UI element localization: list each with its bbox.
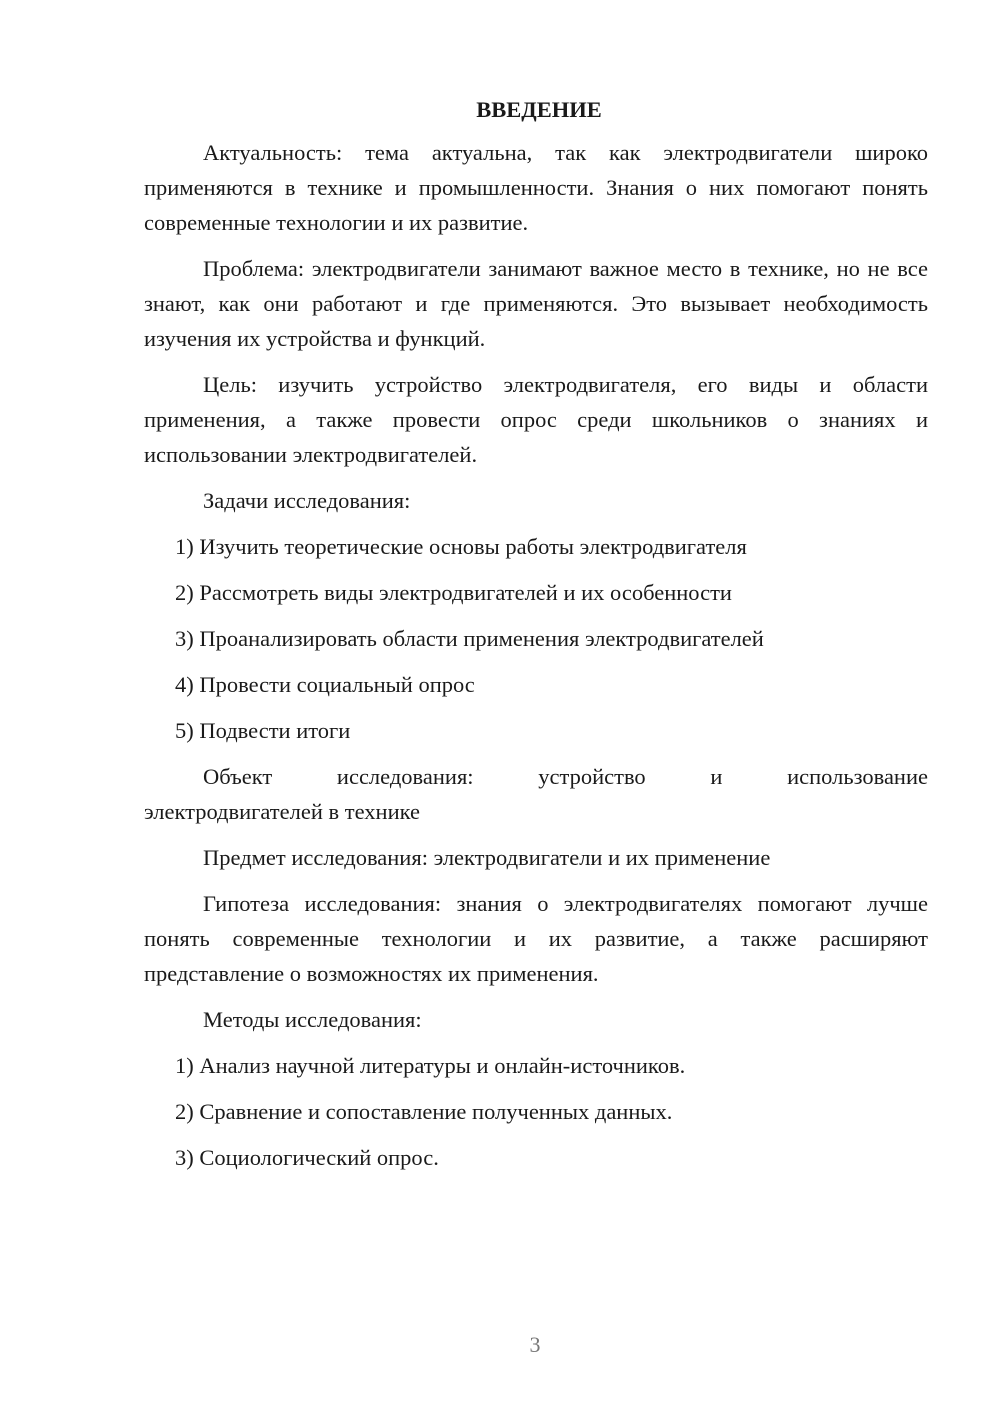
- goal-paragraph: Цель: изучить устройство электродвигателя, его виды и области применения, а также провести опрос среди школьников о знаниях и использовании электродвигателей.: [144, 372, 928, 467]
- methods-list: [144, 1048, 928, 1175]
- method-item: 3) Социологический опрос.: [175, 1145, 439, 1170]
- hypothesis-paragraph: Гипотеза исследования: знания о электродвигателях помогают лучше понять современные технологии и их развитие, а также расширяют представление о возможностях их применения.: [144, 891, 928, 986]
- document-body: [144, 92, 928, 1186]
- methods-heading: Методы исследования:: [203, 1007, 422, 1032]
- problem-paragraph: Проблема: электродвигатели занимают важное место в технике, но не все знают, как они работают и где применяются. Это вызывает необходимость изучения их устройства и функций.: [144, 256, 928, 351]
- object-line-2: электродвигателей в технике: [144, 799, 420, 824]
- task-item: 3) Проанализировать области применения электродвигателей: [175, 626, 764, 651]
- task-item: 2) Рассмотреть виды электродвигателей и их особенности: [175, 580, 732, 605]
- tasks-list: [144, 529, 928, 748]
- object-line-1: Объект исследования: устройство и использование: [203, 764, 928, 789]
- task-item: 4) Провести социальный опрос: [175, 672, 475, 697]
- method-item: 1) Анализ научной литературы и онлайн-источников.: [175, 1053, 686, 1078]
- page-number: 3: [529, 1332, 541, 1357]
- object-paragraph: [144, 759, 928, 829]
- method-item: 2) Сравнение и сопоставление полученных данных.: [175, 1099, 673, 1124]
- task-item: 1) Изучить теоретические основы работы электродвигателя: [175, 534, 747, 559]
- subject-paragraph: Предмет исследования: электродвигатели и их применение: [203, 845, 771, 870]
- section-title: ВВЕДЕНИЕ: [476, 97, 602, 122]
- tasks-heading: Задачи исследования:: [203, 488, 411, 513]
- task-item: 5) Подвести итоги: [175, 718, 351, 743]
- relevance-paragraph: Актуальность: тема актуальна, так как электродвигатели широко применяются в технике и промышленности. Знания о них помогают понять современные технологии и их развитие.: [144, 140, 928, 235]
